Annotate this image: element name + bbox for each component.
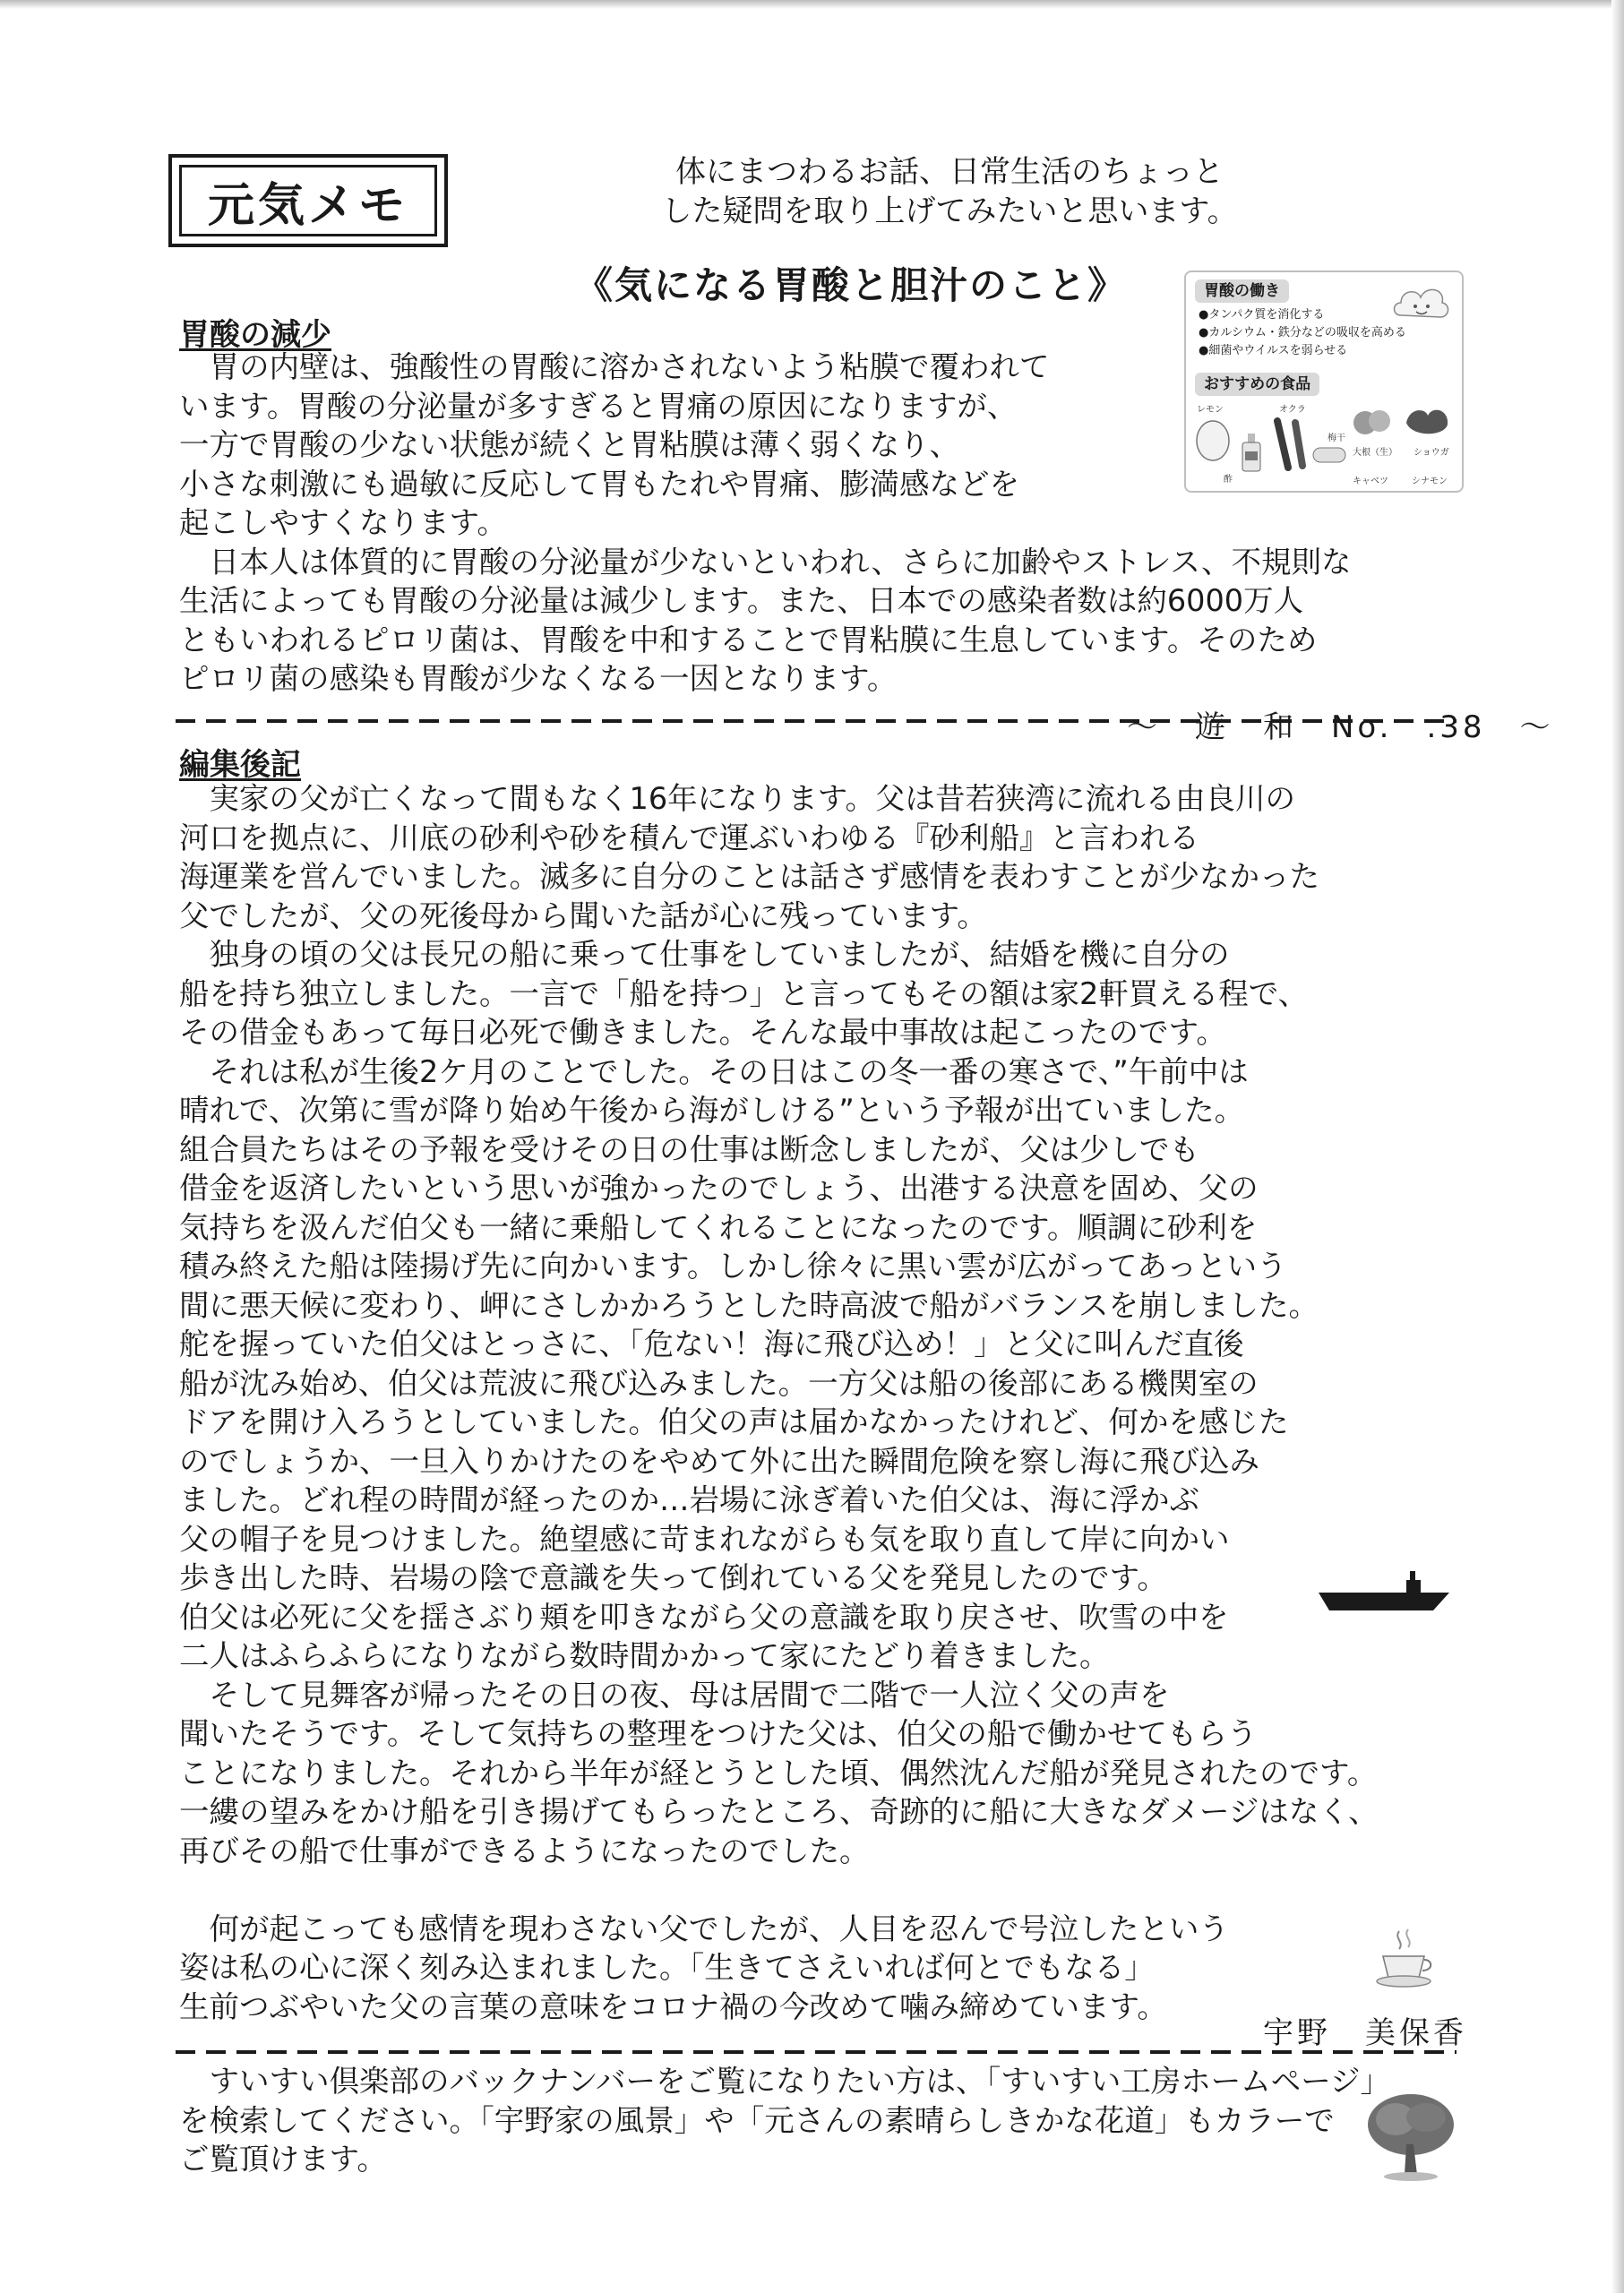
- body-line: 海運業を営んでいました。滅多に自分のことは話さず感情を表わすことが少なかった: [179, 859, 1319, 894]
- section-heading-stomach: 胃酸の減少: [179, 317, 331, 353]
- body-line: 間に悪天候に変わり、岬にさしかかろうとした時高波で船がバランスを崩しました。: [179, 1287, 1319, 1323]
- info-box-item: ●カルシウム・鉄分などの吸収を高める: [1199, 326, 1406, 339]
- body-line: 組合員たちはその予報を受けその日の仕事は断念しましたが、父は少しでも: [179, 1131, 1199, 1167]
- body-line: 一縷の望みをかけ船を引き揚げてもらったところ、奇跡的に船に大きなダメージはなく、: [179, 1794, 1379, 1829]
- teacup-icon: [1372, 1926, 1435, 1990]
- body-line: のでしょうか、一旦入りかけたのをやめて外に出た瞬間危険を察し海に飛び込み: [179, 1443, 1259, 1479]
- body-line: ことになりました。それから半年が経とうとした頃、偶然沈んだ船が発見されたのです。: [179, 1755, 1378, 1791]
- body-line: 再びその船で仕事ができるようになったのでした。: [179, 1833, 870, 1868]
- lemon-icon: [1193, 414, 1233, 464]
- body-line: 父でしたが、父の死後母から聞いた話が心に残っています。: [179, 897, 987, 933]
- info-box-foods-heading: おすすめの食品: [1195, 373, 1319, 396]
- section-heading-editor: 編集後記: [179, 747, 301, 783]
- footer-line: すいすい倶楽部のバックナンバーをご覧になりたい方は、「すいすい工房ホームページ」: [179, 2064, 1391, 2099]
- scan-edge-right: [1611, 0, 1624, 2293]
- body-line: そして見舞客が帰ったその日の夜、母は居間で二階で一人泣く父の声を: [179, 1677, 1170, 1713]
- footer-divider: [176, 2048, 1456, 2057]
- memo-label: 元気メモ: [179, 165, 437, 236]
- body-line: 姿は私の心に深く刻み込まれました。「生きてさえいれば何とでもなる」: [179, 1950, 1155, 1985]
- body-line: 歩き出した時、岩場の陰で意識を失って倒れている父を発見したのです。: [179, 1560, 1167, 1595]
- food-label: 大根（生）: [1353, 448, 1397, 458]
- body-line: 船を持ち独立しました。一言で「船を持つ」と言ってもその額は家2軒買える程で、: [179, 975, 1309, 1011]
- body-line: それは私が生後2ケ月のことでした。その日はこの冬一番の寒さで、”午前中は: [179, 1053, 1249, 1089]
- body-line: 実家の父が亡くなって間もなく16年になります。父は昔若狭湾に流れる由良川の: [179, 781, 1295, 816]
- food-label: ショウガ: [1413, 448, 1449, 458]
- food-label: 梅干: [1328, 434, 1345, 443]
- info-box-list: [1199, 306, 1406, 360]
- body-line: 気持ちを汲んだ伯父も一緒に乗船してくれることになったのです。順調に砂利を: [179, 1209, 1258, 1245]
- footer-line: を検索してください。「宇野家の風景」や「元さんの素晴らしきかな花道」もカラーで: [179, 2102, 1335, 2138]
- body-line: その借金もあって毎日必死で働きました。そんな最中事故は起こったのです。: [179, 1015, 1226, 1050]
- food-label: 酢: [1224, 475, 1233, 485]
- stomach-acid-info-box: [1184, 271, 1464, 493]
- body-line: 生活によっても胃酸の分泌量は減少します。また、日本での感染者数は約6000万人: [179, 583, 1304, 618]
- food-label: オクラ: [1279, 405, 1306, 415]
- info-box-item: ●細菌やウイルスを弱らせる: [1199, 344, 1348, 357]
- body-line: 胃の内壁は、強酸性の胃酸に溶かされないよう粘膜で覆われて: [179, 349, 1050, 384]
- body-line: 晴れで、次第に雪が降り始め午後から海がしける”という予報が出ていました。: [179, 1093, 1245, 1128]
- food-label: キャベツ: [1353, 477, 1388, 486]
- intro-line: した疑問を取り上げてみたいと思います。: [661, 193, 1238, 229]
- body-line: 伯父は必死に父を揺さぶり頬を叩きながら父の意識を取り戻させ、吹雪の中を: [179, 1599, 1229, 1635]
- body-line: ピロリ菌の感染も胃酸が少なくなる一因となります。: [179, 661, 898, 696]
- memo-label-box: [168, 154, 448, 247]
- intro-text: [627, 152, 1272, 231]
- body-line: 何が起こっても感情を現わさない父でしたが、人目を忍んで号泣したという: [179, 1911, 1229, 1946]
- scan-edge-top: [0, 0, 1624, 9]
- tree-icon: [1362, 2087, 1460, 2186]
- info-box-item: ●タンパク質を消化する: [1199, 308, 1325, 322]
- body-line: 河口を拠点に、川底の砂利や砂を積んで運ぶいわゆる『砂利船』と言われる: [179, 820, 1199, 855]
- body-line: 独身の頃の父は長兄の船に乗って仕事をしていましたが、結婚を機に自分の: [179, 937, 1230, 972]
- ship-icon: [1317, 1569, 1451, 1616]
- food-label: シナモン: [1412, 477, 1448, 486]
- source-credit: ～ 遊 和 No. .38 ～: [1127, 709, 1554, 745]
- body-line: 舵を握っていた伯父はとっさに、「危ない！海に飛び込め！」と父に叫んだ直後: [179, 1327, 1244, 1361]
- stomach-body: [179, 348, 1352, 699]
- body-line: 日本人は体質的に胃酸の分泌量が少ないといわれ、さらに加齢やストレス、不規則な: [179, 544, 1352, 580]
- body-line: います。胃酸の分泌量が多すぎると胃痛の原因になりますが、: [179, 388, 1018, 424]
- food-label: レモン: [1197, 405, 1224, 415]
- body-line: 借金を返済したいという思いが強かったのでしょう、出港する決意を固め、父の: [179, 1171, 1259, 1206]
- body-line: 小さな刺激にも過敏に反応して胃もたれや胃痛、膨満感などを: [179, 466, 1019, 502]
- body-line: 一方で胃酸の少ない状態が続くと胃粘膜は薄く弱くなり、: [179, 427, 959, 462]
- footer-note: [179, 2062, 1390, 2179]
- editor-body: [179, 779, 1379, 2026]
- ginger-icon: [1401, 401, 1455, 441]
- body-line: ました。どれ程の時間が経ったのか…岩場に泳ぎ着いた伯父は、海に浮かぶ: [179, 1482, 1199, 1517]
- body-line: 父の帽子を見つけました。絶望感に苛まれながらも気を取り直して岸に向かい: [179, 1521, 1230, 1557]
- section-divider: [176, 717, 1456, 726]
- footer-line: ご覧頂けます。: [179, 2142, 387, 2177]
- body-line: 船が沈み始め、伯父は荒波に飛び込みました。一方父は船の後部にある機関室の: [179, 1365, 1259, 1401]
- author-name: 宇野 美保香: [1263, 2015, 1467, 2051]
- body-line: 起こしやすくなります。: [179, 505, 507, 540]
- pickled-plum-icon: [1351, 403, 1394, 442]
- body-line: ドアを開け入ろうとしていました。伯父の声は届かなかったけれど、何かを感じた: [179, 1404, 1289, 1439]
- radish-icon: [1310, 439, 1349, 475]
- body-line: 積み終えた船は陸揚げ先に向かいます。しかし徐々に黒い雲が広がってあっという: [179, 1249, 1287, 1284]
- body-line: 生前つぶやいた父の言葉の意味をコロナ禍の今改めて噛み締めています。: [179, 1988, 1167, 2024]
- vinegar-bottle-icon: [1240, 432, 1263, 473]
- intro-line: 体にまつわるお話、日常生活のちょっと: [675, 154, 1224, 190]
- body-line: 二人はふらふらになりながら数時間かかって家にたどり着きました。: [179, 1638, 1110, 1673]
- info-box-heading: 胃酸の働き: [1195, 279, 1289, 303]
- body-line: ともいわれるピロリ菌は、胃酸を中和することで胃粘膜に生息しています。そのため: [179, 622, 1318, 657]
- food-illustrations: [1193, 401, 1458, 487]
- main-title: 《気になる胃酸と胆汁のこと》: [574, 263, 1127, 307]
- body-line-blank: [179, 1870, 1379, 1910]
- body-line: 聞いたそうです。そして気持ちの整理をつけた父は、伯父の船で働かせてもらう: [179, 1716, 1258, 1751]
- okra-icon: [1268, 414, 1315, 473]
